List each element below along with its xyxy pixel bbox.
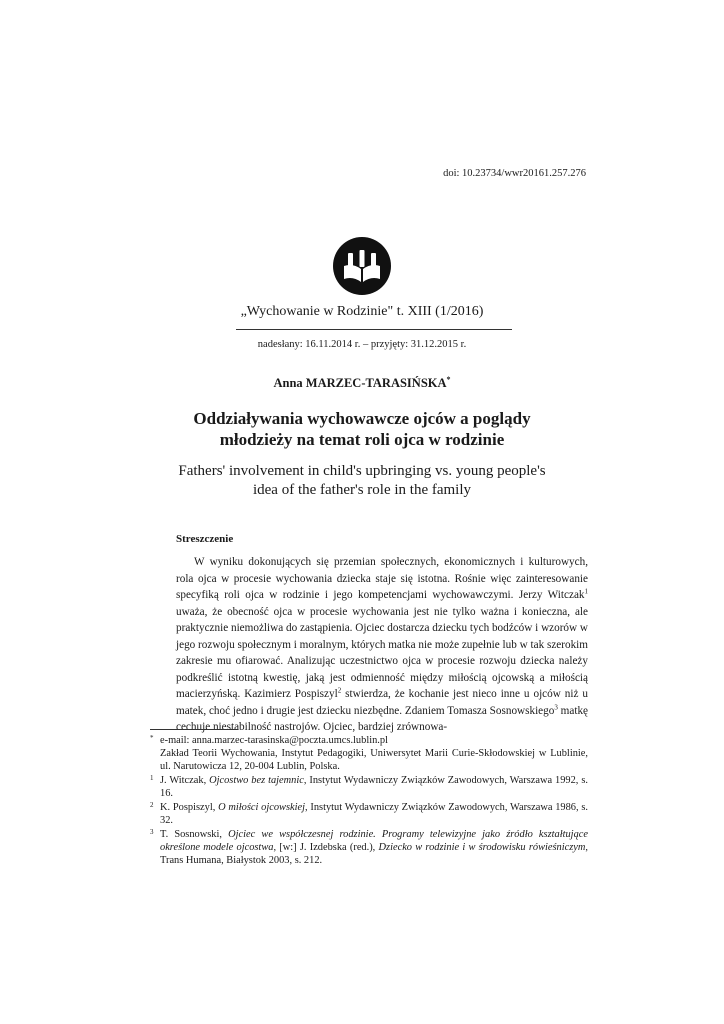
footnote-title: O miłości ojcowskiej: [218, 802, 305, 813]
footnote-rule: [150, 729, 238, 730]
title-polish: [140, 408, 584, 450]
author-name-text: Anna MARZEC-TARASIŃSKA: [273, 376, 447, 391]
title-polish-line-2: młodzieży na temat roli ojca w rodzinie: [219, 430, 505, 449]
abstract-text-4: matkę cechuje niestabilność nastrojów. Ojciec, bardziej zrównowa-: [176, 704, 589, 733]
footnote-1: [150, 774, 588, 800]
author-email: e-mail: anna.marzec-tarasinska@poczta.umcs.lublin.pl: [160, 735, 388, 746]
abstract-body: [176, 554, 588, 736]
footnote-mark: 1: [150, 774, 154, 782]
footnote-mark: 3: [150, 828, 154, 836]
footnote-title: Ojcostwo bez tajemnic: [209, 775, 304, 786]
abstract-text-3: stwierdza, że kochanie jest nieco inne u ojców niż u matek, choć jedno i drugie jest dziecku niezbędne. Zdaniem Tomasza Sosnowskiego: [176, 688, 588, 717]
header-rule: [236, 329, 512, 330]
footnote-text: , [w:] J. Izdebska (red.),: [273, 842, 379, 853]
footnote-text: , Instytut Wydawniczy Związków Zawodowych, Warszawa 1986, s. 32.: [160, 802, 588, 826]
doi-line: doi: 10.23734/wwr20161.257.276: [443, 168, 586, 179]
open-book-icon: [332, 236, 392, 296]
abstract-heading: Streszczenie: [176, 533, 234, 545]
abstract-text-1: W wyniku dokonujących się przemian społecznych, ekonomicznych i kulturowych, rola ojca w procesie wychowania dziecka staje się istotna. Rośnie więc zainteresowanie specyfiką roli ojca w rodzinie i jego kompetencjami wychowawczymi. Jerzy Witczak: [176, 556, 588, 601]
abstract-text-2: uważa, że obecność ojca w procesie wychowania jest nie tylko ważna i konieczna, ale praktycznie niemożliwa do zastąpienia. Ojciec dostarcza dziecku tych bodźców i wzorów w jego rozwoju społecznym i moralnym, których matka nie może zupełnie lub w tak szerokim zakresie mu ofiarować. Analizując uczestnictwo ojca w procesie rozwoju dziecka należy podkreślić istotną kwestię, jaką jest odmienność między miłością ojcowską a miłością macierzyńską. Kazimierz Pospiszyl: [176, 605, 588, 700]
footnote-text: , Instytut Wydawniczy Związków Zawodowych, Warszawa 1992, s. 16.: [160, 775, 588, 799]
author-name: [0, 375, 724, 391]
title-english-line-1: Fathers' involvement in child's upbringing vs. young people's: [178, 463, 546, 479]
footnote-text: T. Sosnowski,: [160, 829, 229, 840]
footnotes: [150, 734, 588, 868]
footnote-text: K. Pospiszyl,: [160, 802, 219, 813]
ref-mark-1: 1: [584, 587, 588, 596]
footnote-text: J. Witczak,: [160, 775, 210, 786]
ref-mark-3: 3: [554, 702, 558, 711]
title-english: [140, 462, 584, 500]
title-english-line-2: idea of the father's role in the family: [252, 482, 472, 498]
title-polish-line-1: Oddziaływania wychowawcze ojców a poglądy: [193, 409, 531, 428]
footnote-mark: 2: [150, 801, 154, 809]
footnote-3: [150, 828, 588, 867]
abstract-paragraph: [176, 554, 588, 736]
footnote-author: [150, 734, 588, 773]
submission-dates: nadesłany: 16.11.2014 r. – przyjęty: 31.12.2015 r.: [257, 339, 467, 350]
footnote-text: , Trans Humana, Białystok 2003, s. 212.: [160, 842, 588, 866]
footnote-title: Ojciec we współczesnej rodzinie. Programy telewizyjne jako źródło kształtujące określone modele ojcostwa: [160, 829, 588, 853]
author-footnote-mark: *: [446, 375, 451, 384]
author-affiliation: Zakład Teorii Wychowania, Instytut Pedagogiki, Uniwersytet Marii Curie-Skłodowskiej w Lublinie, ul. Narutowicza 12, 20-004 Lublin, Polska.: [160, 748, 588, 772]
ref-mark-2: 2: [337, 686, 342, 695]
footnote-mark: *: [150, 734, 154, 742]
footnote-2: [150, 801, 588, 827]
footnote-title: Dziecko w rodzinie i w środowisku rówieśniczym: [378, 842, 586, 853]
journal-citation: „Wychowanie w Rodzinie" t. XIII (1/2016): [240, 304, 484, 319]
